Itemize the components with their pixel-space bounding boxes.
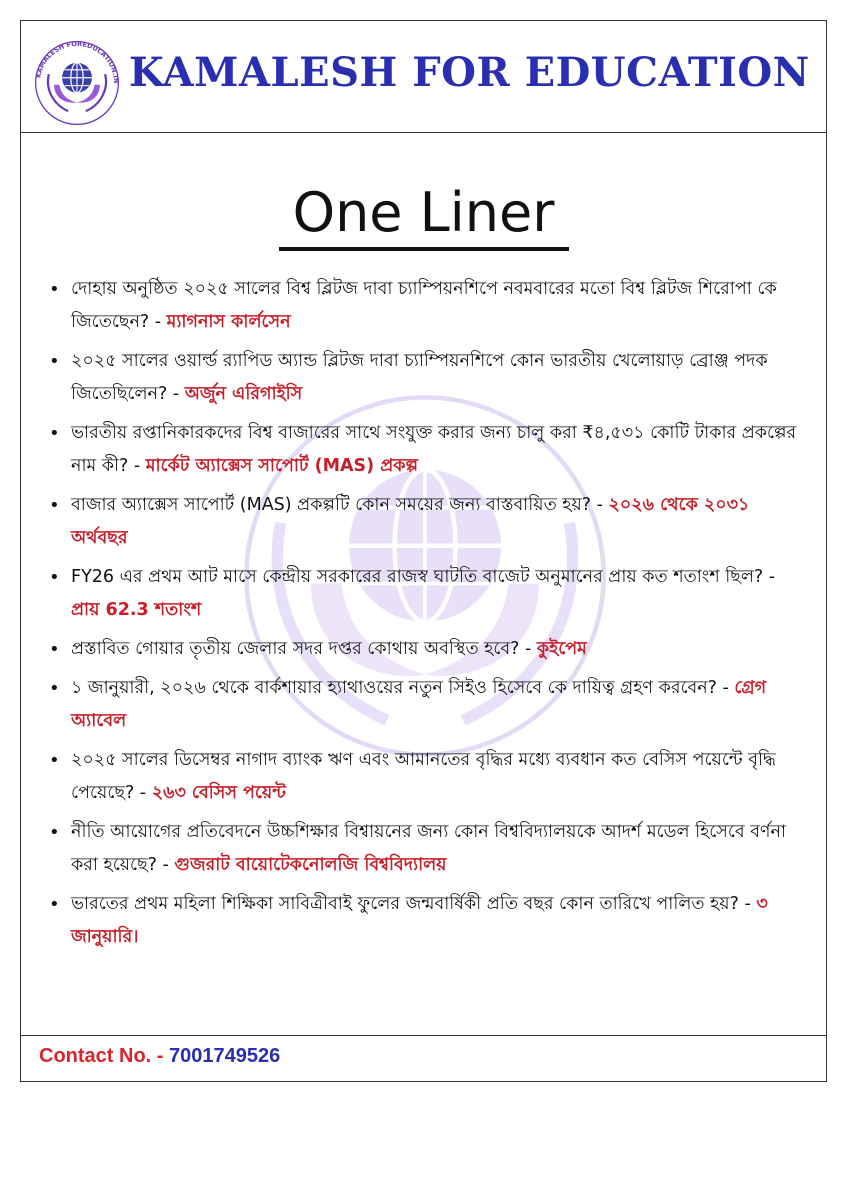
brand-title: KAMALESH FOR EDUCATION [129,49,810,96]
list-item [49,417,809,483]
contact-number: 7001749526 [169,1045,281,1067]
question-text: দোহায় অনুষ্ঠিত ২০২৫ সালের বিশ্ব ব্লিটজ দাবা চ্যাম্পিয়নশিপে নবমবারের মতো বিশ্ব ব্লিটজ শিরোপা কে জিতেছেন? - [71,279,777,332]
question-text: ভারতের প্রথম মহিলা শিক্ষিকা সাবিত্রীবাই ফুলের জন্মবার্ষিকী প্রতি বছর কোন তারিখে পালিত হয়? - [71,894,757,914]
answer-text: কুইপেম [536,639,587,659]
question-text: ভারতীয় রপ্তানিকারকদের বিশ্ব বাজারের সাথে সংযুক্ত করার জন্য চালু করা ₹৪,৫৩১ কোটি টাকার প্রকল্পের নাম কী? - [71,423,797,476]
answer-text: ২০২৬ থেকে ২০৩১ অর্থবছর [71,495,750,548]
contact-line [39,1045,280,1068]
question-text: ১ জানুয়ারী, ২০২৬ থেকে বার্কশায়ার হ্যাথাওয়ের নতুন সিইও হিসেবে কে দায়িত্ব গ্রহণ করবেন? - [71,678,735,698]
list-item [49,744,809,810]
contact-label: Contact No. - [39,1045,169,1067]
contact-footer [21,1035,826,1083]
answer-text: ৩ জানুয়ারি। [71,894,768,947]
list-item [49,345,809,411]
list-item [49,816,809,882]
question-text: প্রস্তাবিত গোয়ার তৃতীয় জেলার সদর দপ্তর কোথায় অবস্থিত হবে? - [71,639,537,659]
page-frame [20,20,827,1082]
answer-text: ম্যাগনাস কার্লসেন [166,312,291,332]
list-item [49,273,809,339]
globe-hands-logo-icon [33,39,121,127]
question-text: FY26 এর প্রথম আট মাসে কেন্দ্রীয় সরকারের রাজস্ব ঘাটতি বাজেট অনুমানের প্রায় কত শতাংশ ছিল? - [71,567,776,587]
title-underline [279,247,569,251]
page-title: One Liner [292,181,555,244]
answer-text: মার্কেট অ্যাক্সেস সাপোর্ট (MAS) প্রকল্প [145,456,419,476]
answer-text: অর্জুন এরিগাইসি [184,384,303,404]
list-item [49,672,809,738]
svg-text:KAMALESH FOREDUCATION.IN: KAMALESH FOREDUCATION.IN [34,39,121,84]
list-item [49,888,809,954]
list-item [49,633,809,666]
answer-text: গ্রেগ অ্যাবেল [71,678,767,731]
question-list [49,273,809,960]
question-text: ২০২৫ সালের ডিসেম্বর নাগাদ ব্যাংক ঋণ এবং আমানতের বৃদ্ধির মধ্যে ব্যবধান কত বেসিস পয়েন্টে বৃদ্ধি পেয়েছে? - [71,750,776,803]
header [21,21,826,133]
answer-text: প্রায় 62.3 শতাংশ [71,600,202,620]
question-text: নীতি আয়োগের প্রতিবেদনে উচ্চশিক্ষার বিশ্বায়নের জন্য কোন বিশ্ববিদ্যালয়কে আদর্শ মডেল হিসেবে বর্ণনা করা হয়েছে? - [71,822,787,875]
question-text: বাজার অ্যাক্সেস সাপোর্ট (MAS) প্রকল্পটি কোন সময়ের জন্য বাস্তবায়িত হয়? - [71,495,609,515]
answer-text: গুজরাট বায়োটেকনোলজি বিশ্ববিদ্যালয় [174,855,447,875]
list-item [49,561,809,627]
list-item [49,489,809,555]
answer-text: ২৬৩ বেসিস পয়েন্ট [151,783,286,803]
question-text: ২০২৫ সালের ওয়ার্ল্ড র‍্যাপিড অ্যান্ড ব্লিটজ দাবা চ্যাম্পিয়নশিপে কোন ভারতীয় খেলোয়াড় ব্রোঞ্জ পদক জিতেছিলেন? - [71,351,768,404]
